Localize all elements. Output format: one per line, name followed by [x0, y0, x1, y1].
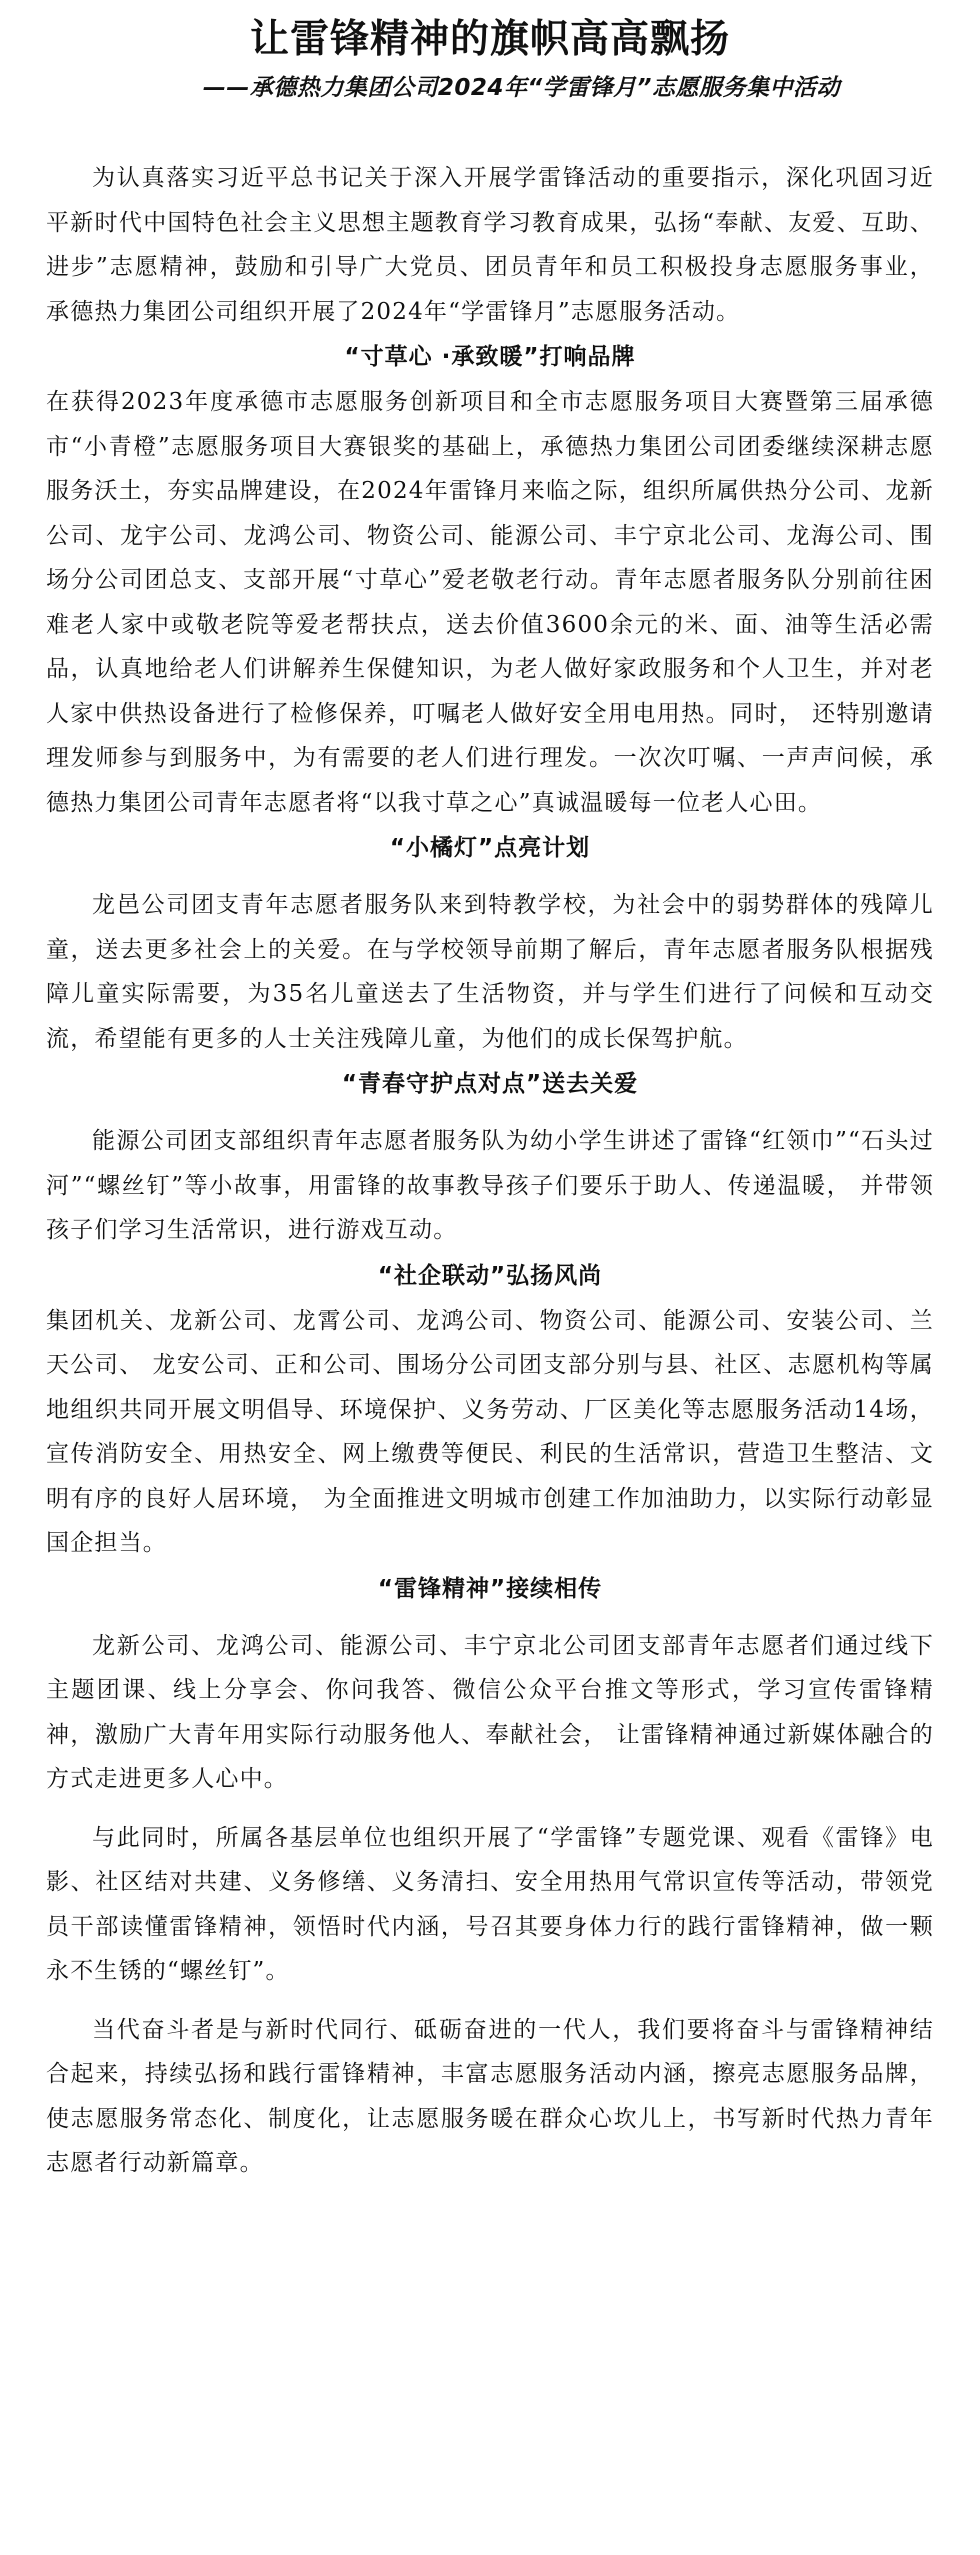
section-paragraph: 集团机关、龙新公司、龙霄公司、龙鸿公司、物资公司、能源公司、安装公司、兰天公司、 龙安公司、正和公司、围场分公司团支部分别与县、社区、志愿机构等属地组织共同开展文明倡导、环境保护、义务劳动、厂区美化等志愿服务活动14场，宣传消防安全、用热安全、网上缴费等便民、利民的生活常识，营造卫生整洁、文明有序的良好人居环境， 为全面推进文明城市创建工作加油助力，以实际行动彰显国企担当。 [46, 1307, 934, 1556]
article-subtitle: ——承德热力集团公司2024年“学雷锋月”志愿服务集中活动 [202, 75, 840, 101]
article-title: 让雷锋精神的旗帜高高飘扬 [249, 17, 730, 62]
section-heading-cuncaoxin: “寸草心 ·承致暖”打响品牌 [344, 344, 636, 370]
section-heading-xiaojudeng: “小橘灯”点亮计划 [389, 835, 591, 861]
section-heading-leifeng: “雷锋精神”接续相传 [377, 1575, 603, 1602]
section-paragraph: 龙新公司、龙鸿公司、能源公司、丰宁京北公司团支部青年志愿者们通过线下主题团课、线上分享会、你问我答、微信公众平台推文等形式，学习宣传雷锋精神，激励广大青年用实际行动服务他人、奉献社会， 让雷锋精神通过新媒体融合的方式走进更多人心中。 [46, 1632, 934, 1792]
closing-paragraph: 当代奋斗者是与新时代同行、砥砺奋进的一代人，我们要将奋斗与雷锋精神结合起来，持续弘扬和践行雷锋精神，丰富志愿服务活动内涵，擦亮志愿服务品牌，使志愿服务常态化、制度化，让志愿服务暖在群众心坎儿上，书写新时代热力青年志愿者行动新篇章。 [46, 2016, 934, 2176]
section-paragraph: 在获得2023年度承德市志愿服务创新项目和全市志愿服务项目大赛暨第三届承德市“小青橙”志愿服务项目大赛银奖的基础上，承德热力集团公司团委继续深耕志愿服务沃土，夯实品牌建设，在2024年雷锋月来临之际，组织所属供热分公司、龙新公司、龙宇公司、龙鸿公司、物资公司、能源公司、丰宁京北公司、龙海公司、围场分公司团总支、支部开展“寸草心”爱老敬老行动。青年志愿者服务队分别前往困难老人家中或敬老院等爱老帮扶点，送去价值3600余元的米、面、油等生活必需品，认真地给老人们讲解养生保健知识，为老人做好家政服务和个人卫生，并对老人家中供热设备进行了检修保养，叮嘱老人做好安全用电用热。同时， 还特别邀请理发师参与到服务中，为有需要的老人们进行理发。一次次叮嘱、一声声问候，承德热力集团公司青年志愿者将“以我寸草之心”真诚温暖每一位老人心田。 [46, 389, 934, 816]
section-paragraph: 能源公司团支部组织青年志愿者服务队为幼小学生讲述了雷锋“红领巾”“石头过河”“螺丝钉”等小故事，用雷锋的故事教导孩子们要乐于助人、传递温暖， 并带领孩子们学习生活常识，进行游戏互动。 [46, 1128, 934, 1243]
section-heading-qingchun: “青春守护点对点”送去关爱 [341, 1071, 639, 1097]
section-heading-sheqi: “社企联动”弘扬风尚 [377, 1262, 603, 1289]
section-paragraph: 龙邑公司团支青年志愿者服务队来到特教学校，为社会中的弱势群体的残障儿童，送去更多社会上的关爱。在与学校领导前期了解后，青年志愿者服务队根据残障儿童实际需要，为35名儿童送去了生活物资，并与学生们进行了问候和互动交流，希望能有更多的人士关注残障儿童，为他们的成长保驾护航。 [46, 892, 934, 1052]
article-body [46, 156, 934, 2186]
section-paragraph: 与此同时，所属各基层单位也组织开展了“学雷锋”专题党课、观看《雷锋》电影、社区结对共建、义务修缮、义务清扫、安全用热用气常识宣传等活动，带领党员干部读懂雷锋精神，领悟时代内涵，号召其要身体力行的践行雷锋精神，做一颗永不生锈的“螺丝钉”。 [46, 1824, 934, 1984]
intro-paragraph: 为认真落实习近平总书记关于深入开展学雷锋活动的重要指示，深化巩固习近平新时代中国特色社会主义思想主题教育学习教育成果，弘扬“奉献、友爱、互助、进步”志愿精神，鼓励和引导广大党员、团员青年和员工积极投身志愿服务事业， 承德热力集团公司组织开展了2024年“学雷锋月”志愿服务活动。 [46, 165, 934, 325]
